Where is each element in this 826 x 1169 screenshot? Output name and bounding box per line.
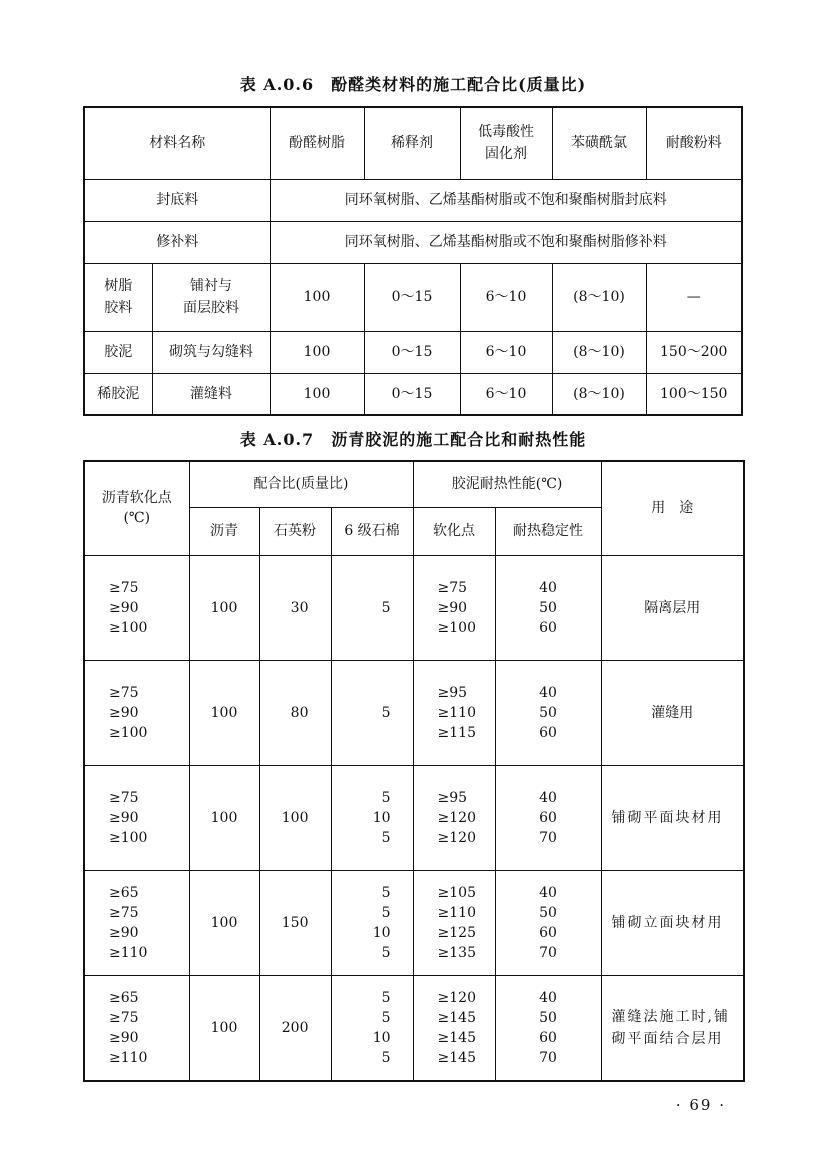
t2-quartz: 100 (259, 765, 331, 870)
t1-cell: 6～10 (460, 263, 552, 331)
table-row (84, 263, 742, 331)
t2-stability: 40 60 70 (495, 765, 601, 870)
t1-header: 材料名称 (84, 107, 270, 179)
t1-span-cell: 同环氧树脂、乙烯基酯树脂或不饱和聚酯树脂修补料 (270, 221, 742, 263)
table-row (84, 660, 744, 765)
t2-soft: ≥105 ≥110 ≥125 ≥135 (413, 870, 495, 975)
t1-cell: 150～200 (646, 331, 742, 373)
t1-header: 酚醛树脂 (270, 107, 364, 179)
t2-quartz: 150 (259, 870, 331, 975)
t2-header-use: 用 途 (601, 461, 744, 555)
table2-header-row (84, 461, 744, 507)
t2-quartz: 200 (259, 975, 331, 1081)
t1-cell: 100 (270, 263, 364, 331)
t1-cell: — (646, 263, 742, 331)
t1-row-label: 封底料 (84, 179, 270, 221)
t2-asbestos: 5 (331, 660, 413, 765)
t1-header: 稀释剂 (364, 107, 460, 179)
table-row (84, 765, 744, 870)
t1-group: 稀胶泥 (84, 373, 152, 415)
t2-asphalt: 100 (189, 555, 259, 660)
t2-asphalt: 100 (189, 975, 259, 1081)
table-a06 (83, 106, 743, 416)
t1-cell: (8～10) (552, 263, 646, 331)
t1-cell: 100 (270, 373, 364, 415)
table-row (84, 373, 742, 415)
t2-use: 灌缝法施工时,铺砌平面结合层用 (601, 975, 744, 1081)
t1-sub: 铺衬与 面层胶料 (152, 263, 270, 331)
table-row (84, 975, 744, 1081)
t1-sub: 灌缝料 (152, 373, 270, 415)
t2-quartz: 30 (259, 555, 331, 660)
t2-subheader: 软化点 (413, 507, 495, 555)
table-row (84, 331, 742, 373)
table-row (84, 555, 744, 660)
t2-subheader: 沥青 (189, 507, 259, 555)
t2-stability: 40 50 60 (495, 660, 601, 765)
t2-asbestos: 5 10 5 (331, 765, 413, 870)
t2-asphalt: 100 (189, 870, 259, 975)
t1-cell: 0～15 (364, 373, 460, 415)
t2-header-heat: 胶泥耐热性能(℃) (413, 461, 601, 507)
t2-subheader: 耐热稳定性 (495, 507, 601, 555)
t2-soft: ≥120 ≥145 ≥145 ≥145 (413, 975, 495, 1081)
t2-asphalt: 100 (189, 660, 259, 765)
t2-stability: 40 50 60 70 (495, 975, 601, 1081)
t1-row-label: 修补料 (84, 221, 270, 263)
t1-cell: 6～10 (460, 331, 552, 373)
table-row (84, 870, 744, 975)
table1-caption: 表 A.0.6 酚醛类材料的施工配合比(质量比) (239, 75, 587, 94)
t2-header-softening: 沥青软化点 (℃) (84, 461, 189, 555)
t2-use: 灌缝用 (601, 660, 744, 765)
t2-stability: 40 50 60 (495, 555, 601, 660)
t1-sub: 砌筑与勾缝料 (152, 331, 270, 373)
t2-soft: ≥95 ≥110 ≥115 (413, 660, 495, 765)
t1-header: 苯磺酰氯 (552, 107, 646, 179)
t1-cell: (8～10) (552, 331, 646, 373)
t2-softening: ≥75 ≥90 ≥100 (84, 765, 189, 870)
page-number: · 69 · (675, 1096, 726, 1114)
t2-softening: ≥65 ≥75 ≥90 ≥110 (84, 870, 189, 975)
table1-header-row (84, 107, 742, 179)
t2-soft: ≥75 ≥90 ≥100 (413, 555, 495, 660)
t1-header: 低毒酸性 固化剂 (460, 107, 552, 179)
table-row (84, 221, 742, 263)
t1-header: 耐酸粉料 (646, 107, 742, 179)
t1-group: 胶泥 (84, 331, 152, 373)
t1-cell: (8～10) (552, 373, 646, 415)
t2-asphalt: 100 (189, 765, 259, 870)
t1-cell: 6～10 (460, 373, 552, 415)
t2-subheader: 石英粉 (259, 507, 331, 555)
t2-use: 隔离层用 (601, 555, 744, 660)
t2-softening: ≥75 ≥90 ≥100 (84, 660, 189, 765)
t1-cell: 100～150 (646, 373, 742, 415)
t2-subheader: 6 级石棉 (331, 507, 413, 555)
table-a07 (83, 460, 745, 1082)
t2-softening: ≥75 ≥90 ≥100 (84, 555, 189, 660)
t2-asbestos: 5 (331, 555, 413, 660)
t2-use: 铺砌立面块材用 (601, 870, 744, 975)
t2-asbestos: 5 5 10 5 (331, 975, 413, 1081)
t1-cell: 100 (270, 331, 364, 373)
t2-use: 铺砌平面块材用 (601, 765, 744, 870)
t2-stability: 40 50 60 70 (495, 870, 601, 975)
t1-span-cell: 同环氧树脂、乙烯基酯树脂或不饱和聚酯树脂封底料 (270, 179, 742, 221)
t2-softening: ≥65 ≥75 ≥90 ≥110 (84, 975, 189, 1081)
t2-asbestos: 5 5 10 5 (331, 870, 413, 975)
t1-cell: 0～15 (364, 331, 460, 373)
t2-soft: ≥95 ≥120 ≥120 (413, 765, 495, 870)
table2-caption: 表 A.0.7 沥青胶泥的施工配合比和耐热性能 (239, 430, 587, 449)
t1-group: 树脂 胶料 (84, 263, 152, 331)
t2-quartz: 80 (259, 660, 331, 765)
t2-header-mix: 配合比(质量比) (189, 461, 413, 507)
t1-cell: 0～15 (364, 263, 460, 331)
table-row (84, 179, 742, 221)
